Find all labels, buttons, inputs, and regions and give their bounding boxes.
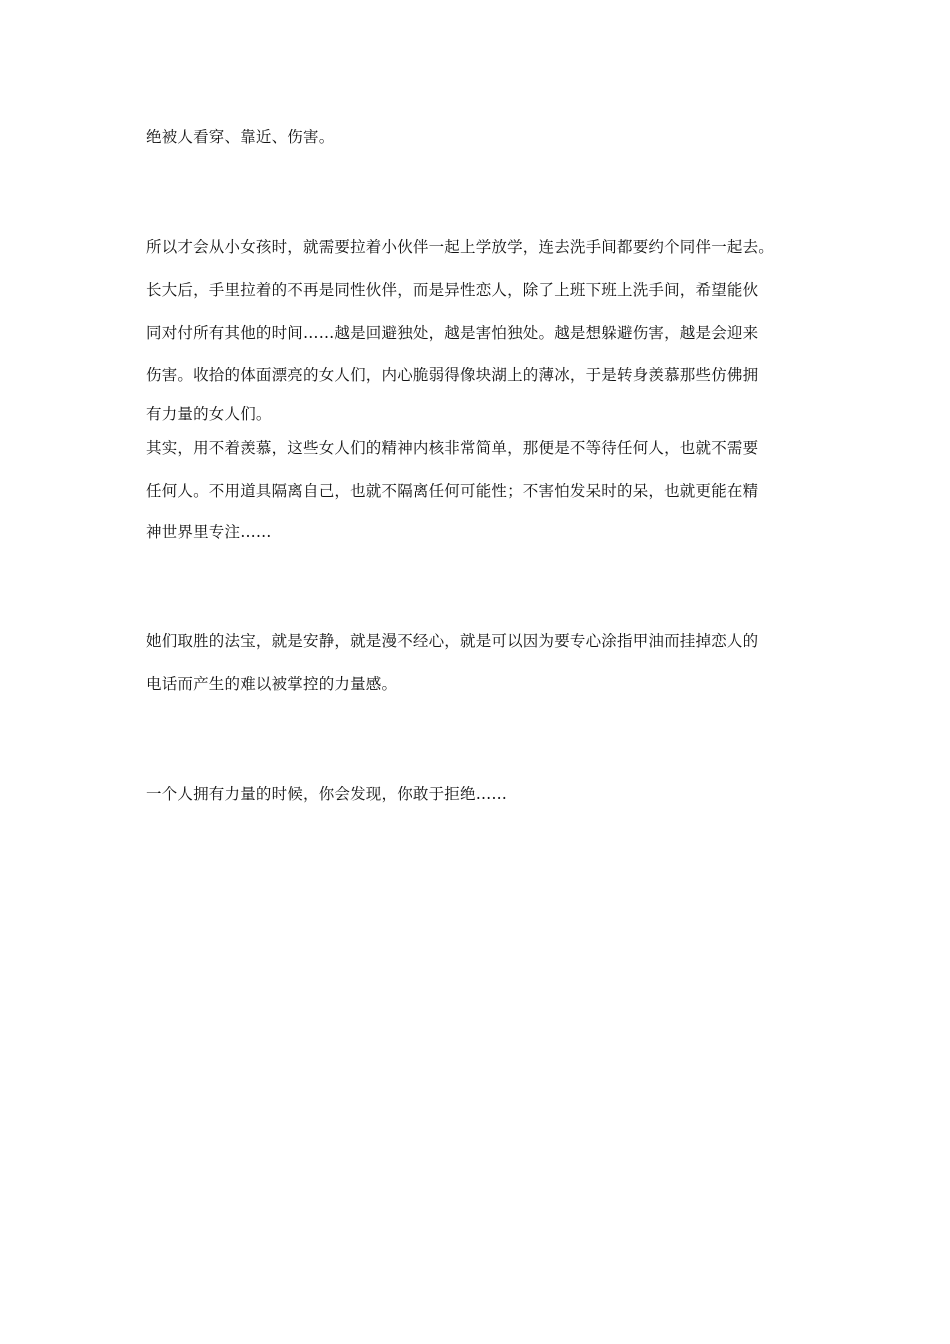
text-line-3: 长大后，手里拉着的不再是同性伙伴，而是异性恋人，除了上班下班上洗手间，希望能伙: [146, 281, 759, 299]
text-line-9: 神世界里专注……: [146, 523, 272, 541]
text-line-7: 其实，用不着羡慕，这些女人们的精神内核非常简单，那便是不等待任何人，也就不需要: [146, 439, 759, 457]
text-line-1: 绝被人看穿、靠近、伤害。: [146, 128, 335, 146]
text-line-12: 一个人拥有力量的时候，你会发现，你敢于拒绝……: [146, 785, 508, 803]
text-line-4: 同对付所有其他的时间……越是回避独处，越是害怕独处。越是想躲避伤害，越是会迎来: [146, 324, 759, 342]
text-line-8: 任何人。不用道具隔离自己，也就不隔离任何可能性；不害怕发呆时的呆，也就更能在精: [146, 482, 759, 500]
text-line-10: 她们取胜的法宝，就是安静，就是漫不经心，就是可以因为要专心涂指甲油而挂掉恋人的: [146, 632, 759, 650]
text-line-6: 有力量的女人们。: [146, 405, 272, 423]
text-line-11: 电话而产生的难以被掌控的力量感。: [146, 675, 398, 693]
text-line-2: 所以才会从小女孩时，就需要拉着小伙伴一起上学放学，连去洗手间都要约个同伴一起去。: [146, 238, 775, 256]
text-line-5: 伤害。收拾的体面漂亮的女人们，内心脆弱得像块湖上的薄冰，于是转身羡慕那些仿佛拥: [146, 366, 759, 384]
